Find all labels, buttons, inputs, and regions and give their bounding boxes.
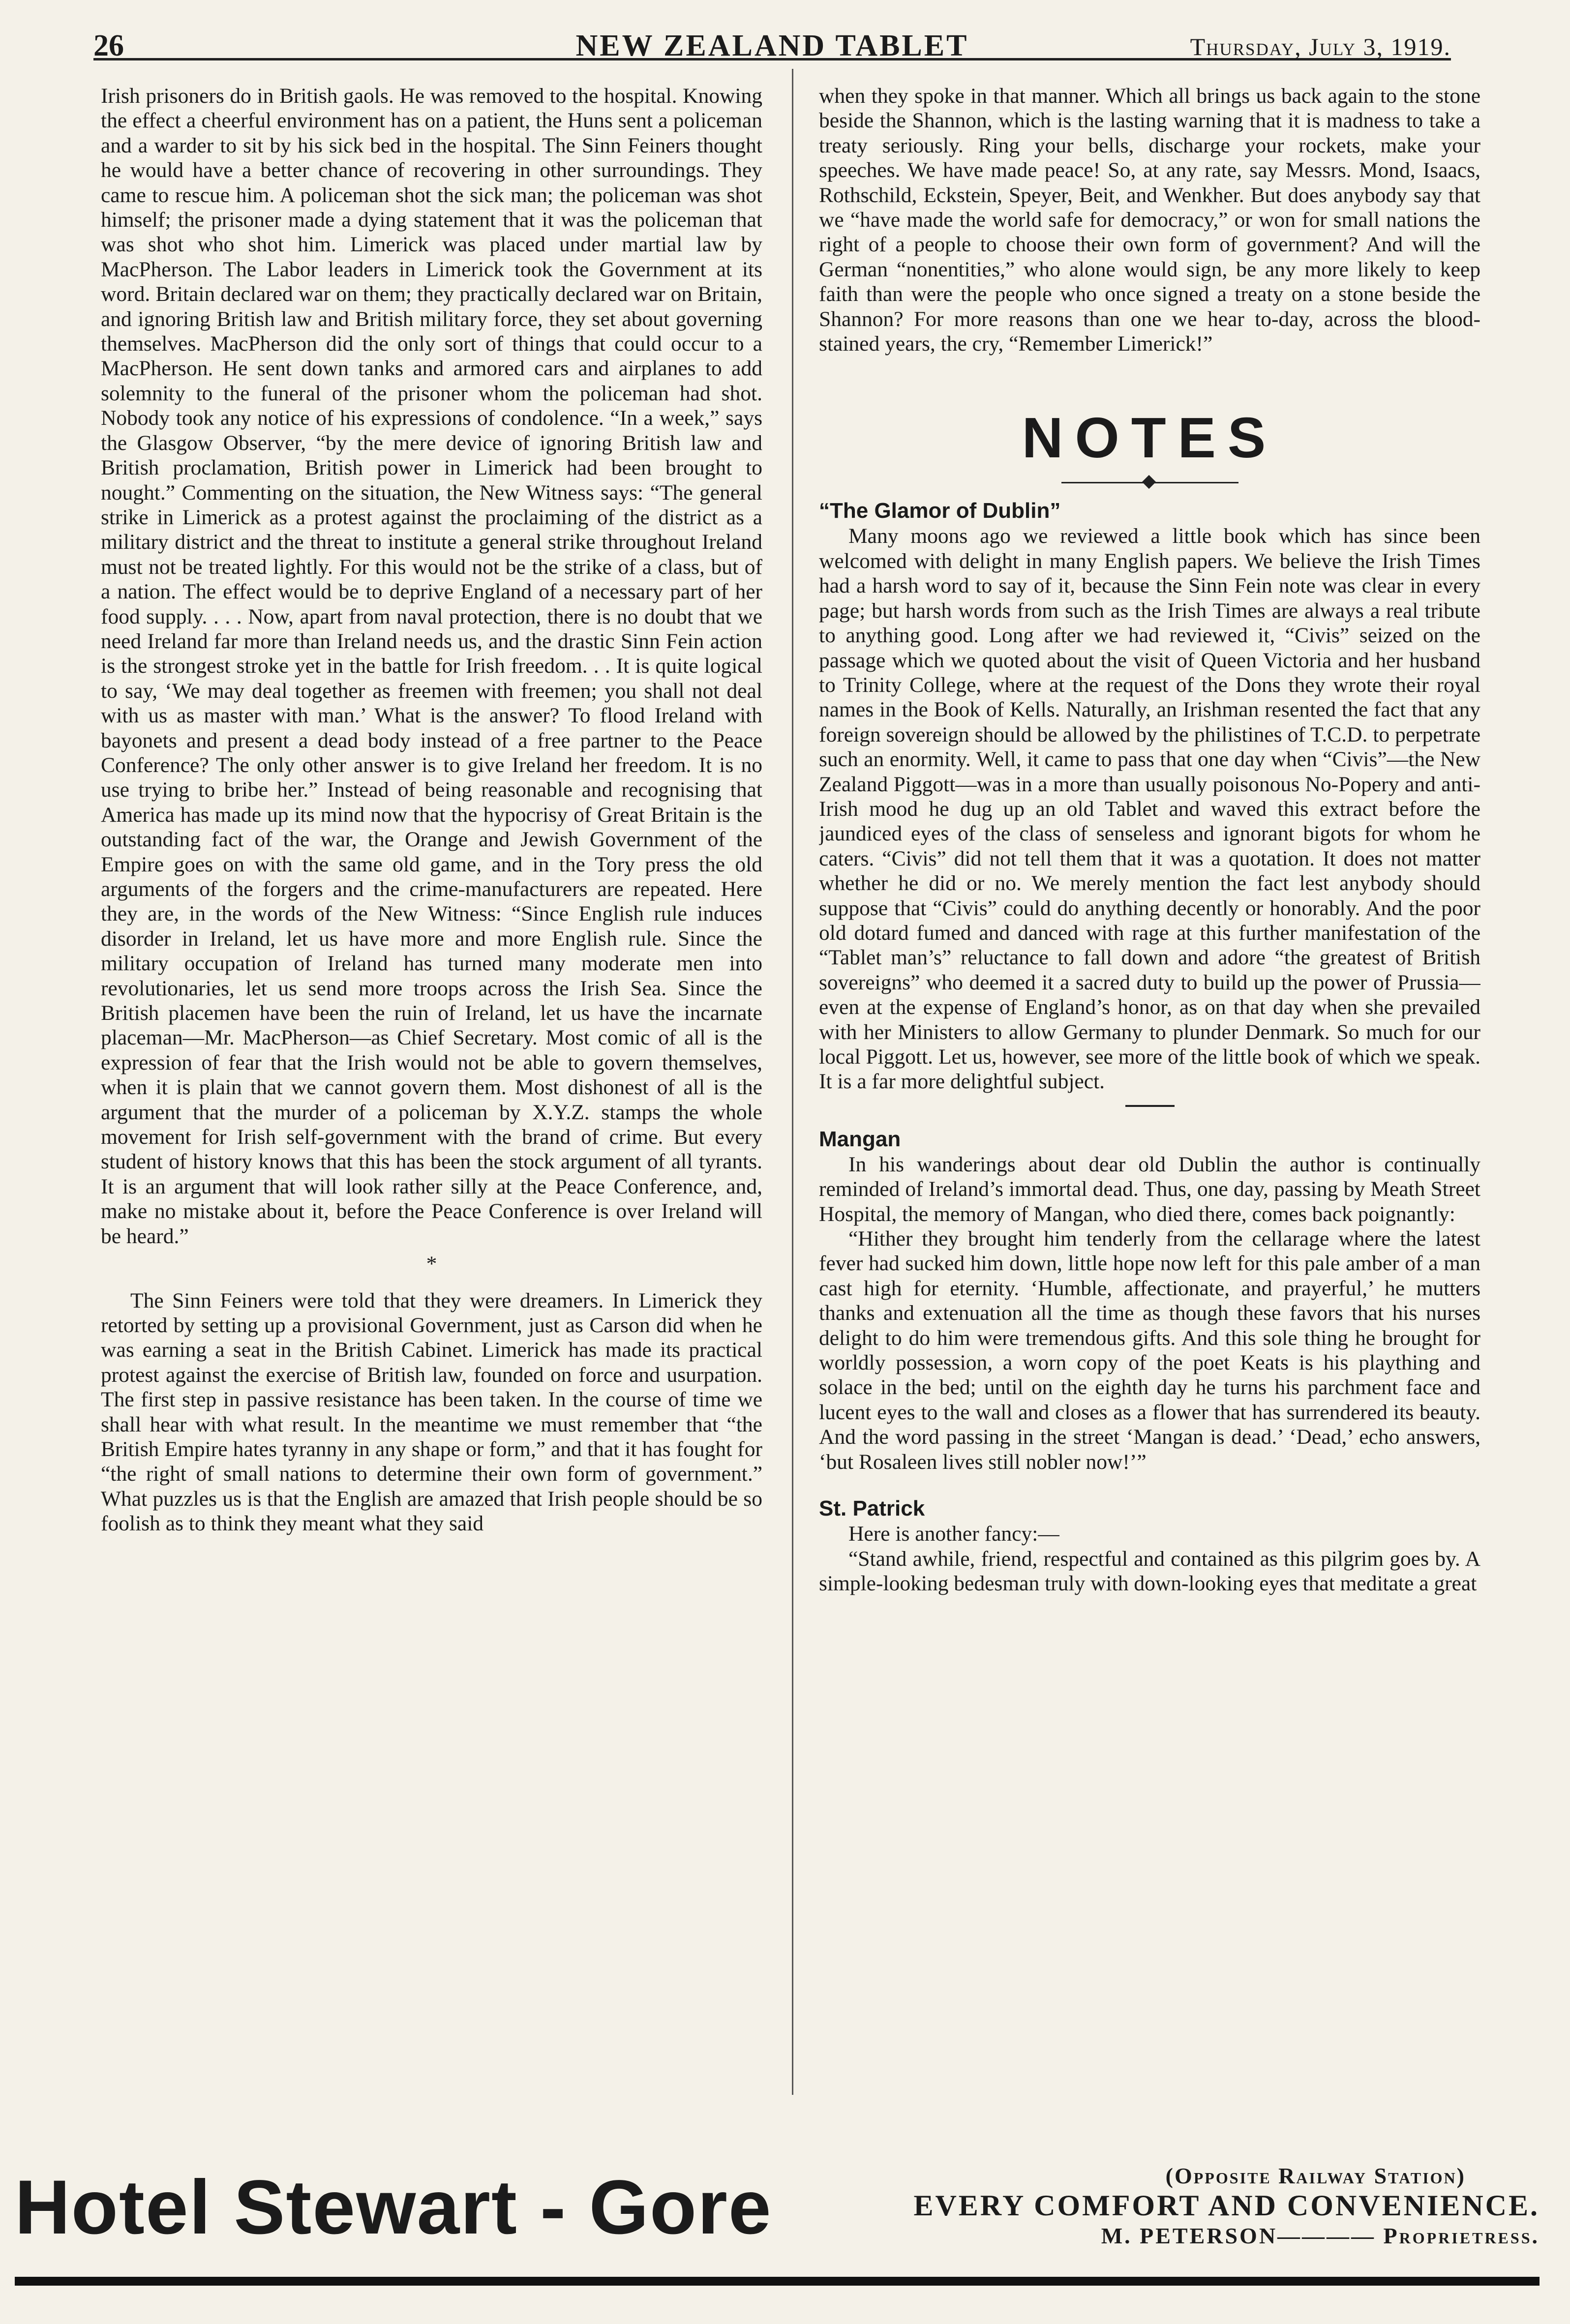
- section-paragraph: Here is another fancy:—: [848, 1522, 1059, 1546]
- section-separator: *: [426, 1252, 437, 1276]
- newspaper-title: NEW ZEALAND TABLET: [575, 29, 969, 62]
- left-column: [101, 84, 762, 2065]
- masthead: [93, 29, 1451, 60]
- article-continuation: when they spoke in that manner. Which all brings us back again to the stone beside the Shannon, which is the lasting warning that it is madness to take a treaty seriously. Ring your bells, discharge your rockets, make your speeches. We have made peace! So, at any rate, say Messrs. Mond, Isaacs, Rothschild, Eckstein, Speyer, Beit, and Wenkher. But does anybody say that we “have made the world safe for democracy,” or won for small nations the right of a people to choose their own form of government? And will the German “nonentities,” who alone would sign, be any more likely to keep faith than were the people who once signed a treaty on a stone beside the Shannon? For more reasons than one we hear to-day, across the blood-stained years, the cry, “Remember Limerick!”: [819, 84, 1480, 356]
- issue-date: Thursday, July 3, 1919.: [1190, 33, 1451, 60]
- diamond-ornament-icon: [1142, 475, 1155, 489]
- column-divider: [792, 69, 793, 2095]
- hotel-proprietor: M. PETERSON———— Proprietress.: [1101, 2223, 1540, 2248]
- article-paragraph: The Sinn Feiners were told that they were dreamers. In Limerick they retorted by setting up a provisional Government, just as Carson did when he was earning a seat in the British Cabinet. Limerick has made its practical protest against the exercise of British law, founded on force and usurpation. The first step in passive resistance has been taken. In the course of time we shall hear with what result. In the meantime we must remember that “the British Empire hates tyranny in any shape or form,” and that it has fought for “the right of small nations to determine their own form of government.” What puzzles us is that the English are amazed that Irish people should be so foolish as to think they meant what they said: [101, 1288, 762, 1536]
- section-paragraph: Many moons ago we reviewed a little book which has since been welcomed with delight in many English papers. We believe the Irish Times had a harsh word to say of it, because the Sinn Fein note was clear in every page; but harsh words from such as the Irish Times are always a real tribute to anything good. Long after we had reviewed it, “Civis” seized on the passage which we quoted about the visit of Queen Victoria and her husband to Trinity College, where at the request of the Dons they wrote their royal names in the Book of Kells. Naturally, an Irishman resented the fact that any foreign sovereign should be allowed by the philistines of T.C.D. to perpetrate such an enormity. Well, it came to pass that one day when “Civis”—the New Zealand Piggott—was in a more than usually poisonous No-Popery and anti-Irish mood he dug up an old Tablet and waved this extract before the jaundiced eyes of the class of senseless and ignorant bigots for whom he caters. “Civis” did not tell them that it was a quotation. It does not matter whether he did or no. We merely mention the fact lest anybody should suppose that “Civis” could do anything decently or honorably. And the poor old dotard fumed and danced with rage at this further manifestation of the “Tablet man’s” reluctance to fall down and adore “the greatest of British sovereigns” who deemed it a sacred duty to build up the power of Prussia—even at the expense of England’s honor, as on that day when she prevailed with her Ministers to allow Germany to plunder Denmark. So much for our local Piggott. Let us, however, see more of the little book of which we speak. It is a far more delightful subject.: [819, 524, 1480, 1094]
- ornamental-rule: [1061, 482, 1238, 483]
- short-rule: [1125, 1105, 1175, 1107]
- hotel-name: Hotel Stewart - Gore: [15, 2165, 772, 2250]
- section-heading: “The Glamor of Dublin”: [819, 499, 1061, 523]
- hotel-info: [885, 2163, 1540, 2249]
- article-paragraph: Irish prisoners do in British gaols. He was removed to the hospital. Knowing the effect a cheerful environment has on a patient, the Huns sent a policeman and a warder to sit by his sick bed in the hospital. The Sinn Feiners thought he would have a better chance of recovering in other surroundings. They came to rescue him. A policeman shot the sick man; the policeman was shot himself; the prisoner made a dying statement that it was the policeman that was shot who shot him. Limerick was placed under martial law by MacPherson. The Labor leaders in Limerick took the Government at its word. Britain declared war on them; they practically declared war on Britain, and ignoring British law and British military force, they set about governing themselves. MacPherson did the only sort of things that could occur to a MacPherson. He sent down tanks and armored cars and airplanes to add solemnity to the funeral of the prisoner whom the policeman had shot. Nobody took any notice of his expressions of condolence. “In a week,” says the Glasgow Observer, “by the mere device of ignoring British law and British proclamation, British power in Limerick had been brought to nought.” Commenting on the situation, the New Witness says: “The general strike in Limerick as a protest against the proclaiming of the district as a military district and the threat to institute a general strike throughout Ireland must not be treated lightly. For this would not be the strike of a class, but of a nation. The effect would be to deprive England of a necessary part of her food supply. . . . Now, apart from naval protection, there is no doubt that we need Ireland far more than Ireland needs us, and the drastic Sinn Fein action is the strongest stroke yet in the battle for Irish freedom. . . It is quite logical to say, ‘We may deal together as freemen with freemen; you shall not deal with us as master with man.’ What is the answer? To flood Ireland with bayonets and present a dead body instead of a free partner to the Peace Conference? The only other answer is to give Ireland her freedom. It is no use trying to bribe her.” Instead of being reasonable and recognising that America has made up its mind now that the hypocrisy of Great Britain is the outstanding fact of the war, the Orange and Jewish Government of the Empire goes on with the same old game, and in the Tory press the old arguments of the forgers and the crime-manufacturers are repeated. Here they are, in the words of the New Witness: “Since English rule induces disorder in Ireland, let us have more and more English rule. Since the military occupation of Ireland has turned many moderate men into revolutionaries, let us send more troops across the Irish Sea. Since the British placemen have been the ruin of Ireland, let us have the incarnate placeman—Mr. MacPherson—as Chief Secretary. Most comic of all is the expression of fear that the Irish would not be able to govern themselves, when it is plain that we cannot govern them. Most dishonest of all is the argument that the murder of a policeman by X.Y.Z. stamps the whole movement for Irish self-government with the brand of crime. But every student of history knows that this has been the stock argument of all tyrants. It is an argument that will look rather silly at the Peace Conference, and, make no mistake about it, before the Peace Conference is over Ireland will be heard.”: [101, 84, 762, 1248]
- right-column: [819, 84, 1480, 2065]
- section-heading: St. Patrick: [819, 1496, 925, 1521]
- hotel-slogan: EVERY COMFORT AND CONVENIENCE.: [913, 2189, 1540, 2222]
- section-heading: Mangan: [819, 1127, 901, 1151]
- page-number: 26: [93, 29, 124, 62]
- hotel-location: (Opposite Railway Station): [1165, 2163, 1466, 2188]
- hotel-advertisement: [15, 2154, 1540, 2277]
- section-quote: “Stand awhile, friend, respectful and contained as this pilgrim goes by. A simple-looking bedesman truly with down-looking eyes that meditate a great: [819, 1547, 1480, 1595]
- section-paragraph: In his wanderings about dear old Dublin the author is continually reminded of Ireland’s immortal dead. Thus, one day, passing by Meath Street Hospital, the memory of Mangan, who died there, comes back poignantly:: [819, 1152, 1480, 1226]
- footer-bar: [15, 2277, 1540, 2286]
- section-quote: “Hither they brought him tenderly from the cellarage where the latest fever had sucked him down, little hope now left for this pale amber of a man cast high for eternity. ‘Humble, affectionate, and prayerful,’ he mutters thanks and extenuation all the time as though these favors that his nurses delight to do him were tremendous gifts. And this sole thing he brought for worldly possession, a worn copy of the poet Keats is his plaything and solace in the bed; until on the eighth day he turns his parchment face and lucent eyes to the wall and closes as a flower that has surrendered its beauty. And the word passing in the street ‘Mangan is dead.’ ‘Dead,’ echo answers, ‘but Rosaleen lives still nobler now!’”: [819, 1227, 1480, 1474]
- notes-heading: NOTES: [1022, 406, 1278, 470]
